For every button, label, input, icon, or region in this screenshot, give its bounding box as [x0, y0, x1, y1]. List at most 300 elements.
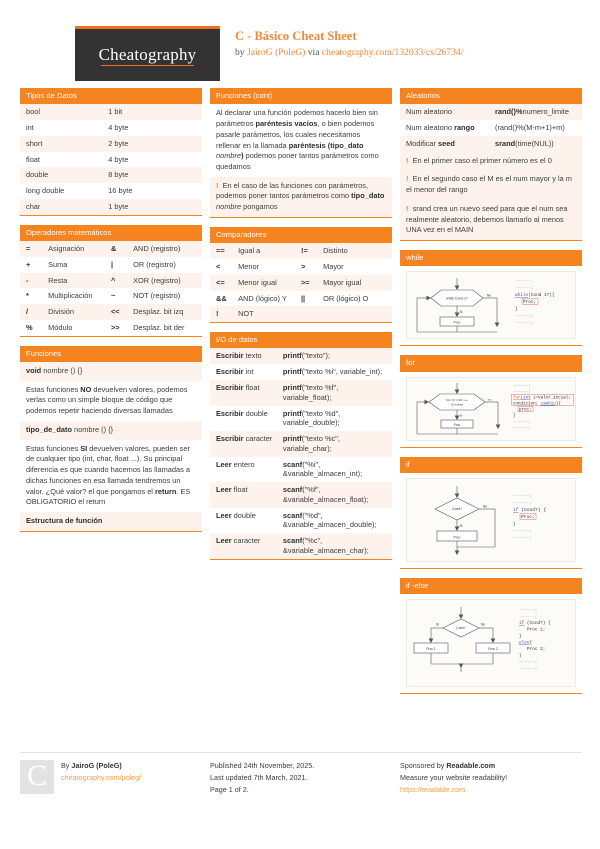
aleatorios-note: [400, 152, 582, 171]
table-row: [210, 508, 392, 534]
table-row: [20, 167, 202, 183]
emphasis-si: SI: [80, 443, 88, 453]
block-title: Aleatorios: [400, 88, 582, 104]
warning-icon: !: [406, 174, 409, 184]
footer-author-url[interactable]: cheatography.com/poleg/: [61, 773, 142, 783]
footer-dates-col: [210, 760, 392, 797]
cell-action: Leer: [216, 536, 232, 546]
cell-label: Num aleatorio: [406, 107, 453, 117]
svg-text:proc;: proc;: [519, 408, 532, 413]
for-diagram-container: [400, 372, 582, 448]
svg-text:}: }: [519, 653, 522, 659]
cell-action-rest: caracter: [231, 536, 261, 546]
block-funciones: [20, 346, 202, 532]
note-text: En el primer caso el primer número es el 0: [412, 155, 552, 165]
cell-op2: >>: [110, 322, 120, 332]
svg-text:Proc;: Proc;: [523, 300, 537, 306]
cell-desc: Resta: [48, 275, 68, 285]
cell-action: Escribir: [216, 434, 244, 444]
if-no-label: No: [483, 504, 488, 509]
ifelse-flowchart-svg: [409, 602, 577, 684]
ifelse-yes-label: Si: [436, 622, 439, 627]
text-part: pongamos: [241, 202, 278, 212]
block-title: while: [400, 250, 582, 266]
svg-text:------;: ------;: [519, 666, 538, 672]
footer-published: Published 24th November, 2025.: [210, 761, 315, 770]
table-row: [210, 380, 392, 406]
cell-desc: Módulo: [48, 322, 73, 332]
page-footer: [20, 760, 582, 797]
for-process-label: Proc: [453, 422, 461, 427]
cell-fn: printf: [282, 434, 302, 444]
cell-size: 8 byte: [108, 170, 129, 180]
block-io-de-datos: [210, 332, 392, 560]
funcion-tipo-description: [20, 440, 202, 512]
cell-desc2: OR (registro): [133, 259, 176, 269]
cell-code: ("texto %i", variable_int);: [301, 367, 383, 377]
table-row: [20, 304, 202, 320]
footer-by-label: By: [61, 761, 72, 770]
cell-fn: printf: [282, 408, 302, 418]
funcion-tipo-signature: [20, 421, 202, 440]
table-row: [210, 406, 392, 432]
block-title: Funciones (cont): [210, 88, 392, 104]
cell-size: 4 byte: [108, 154, 129, 164]
source-link[interactable]: cheatography.com/132033/cs/26734/: [321, 46, 464, 58]
funcion-void-description: [20, 381, 202, 421]
ifelse-code-block: [519, 608, 551, 672]
emphasis-no: NO: [80, 384, 92, 394]
if-yes-label: Si: [459, 524, 463, 529]
cell-op: !: [216, 309, 219, 319]
cell-size: 1 byte: [108, 201, 129, 211]
logo-text: Cheatography: [98, 45, 197, 64]
block-for: [400, 355, 582, 447]
cell-action-rest: entero: [231, 459, 255, 469]
cell-code: ("texto");: [301, 351, 331, 361]
cell-action: Escribir: [216, 408, 244, 418]
cell-label: Modificar: [406, 138, 439, 148]
cell-desc2: XOR (registro): [133, 275, 181, 285]
footer-sponsor-url[interactable]: https://readable.com: [400, 785, 466, 795]
cell-op2: !=: [300, 246, 308, 256]
table-row: [210, 348, 392, 364]
aleatorios-note: [400, 170, 582, 199]
cell-type: long double: [26, 186, 65, 196]
cell-size: 1 bit: [108, 107, 123, 117]
svg-text:------;: ------;: [513, 501, 533, 507]
cell-op2: ^: [110, 275, 116, 285]
cell-op2: ||: [300, 293, 306, 303]
text-part: En el caso de las funciones con parámetros, podemos poner tantos parámetros como: [216, 180, 369, 201]
cell-fn: printf: [282, 367, 302, 377]
footer-sponsor-line: [400, 760, 507, 772]
cell-desc: Igual a: [238, 246, 261, 256]
for-code-block: [511, 384, 573, 430]
table-row: [20, 257, 202, 273]
block-title: I/O de datos: [210, 332, 392, 348]
while-process-label: Proc: [453, 320, 461, 325]
svg-text:------;: ------;: [519, 614, 538, 620]
cell-desc2: NOT (registro): [133, 291, 181, 301]
for-decision-label: for i=0; i<20; i++: [446, 397, 468, 402]
if-decision-label: Cond?: [452, 507, 462, 512]
svg-text:------;: ------;: [513, 420, 531, 425]
if-process-label: Proc: [453, 535, 461, 540]
keyword-void: void: [26, 365, 42, 375]
cell-label: Num aleatorio: [406, 123, 455, 133]
table-row: [210, 457, 392, 483]
footer-author-name: JairoG (PoleG): [71, 761, 122, 770]
cell-op2: ~: [110, 291, 116, 301]
svg-text:}: }: [519, 634, 522, 640]
cell-desc2: [323, 309, 386, 319]
ifelse-diagram-container: [400, 594, 582, 694]
svg-text:while(Cond 1?){: while(Cond 1?){: [515, 293, 555, 299]
cell-label-bold: rango: [454, 123, 475, 133]
block-tipos-de-datos: [20, 88, 202, 216]
table-row: [210, 291, 392, 307]
for-decision-sub: (Si existe): [451, 403, 463, 407]
svg-text:------;: ------;: [513, 426, 531, 431]
cell-op2: >=: [300, 277, 310, 287]
cell-op: +: [26, 259, 31, 269]
table-row: [20, 183, 202, 199]
cell-code: ("texto %f", variable_float);: [282, 383, 339, 402]
svg-text:if (Cond?) {: if (Cond?) {: [513, 508, 547, 514]
page-header: [20, 26, 580, 82]
footer-sponsor-prefix: Sponsored by: [400, 761, 447, 770]
svg-text:condicion; cambio){: condicion; cambio){: [513, 402, 561, 407]
cell-code: (time(NUL)): [515, 138, 554, 148]
cell-action: Escribir: [216, 367, 244, 377]
cell-action: Leer: [216, 485, 232, 495]
page-title: C - Básico Cheat Sheet: [235, 29, 357, 43]
cell-fn: srand: [495, 138, 516, 148]
block-title: if -else: [400, 578, 582, 594]
footer-dates: [210, 760, 314, 797]
svg-text:Proc 1;: Proc 1;: [527, 627, 546, 633]
cell-desc: Menor igual: [238, 277, 277, 287]
cheatography-c-logo: C: [20, 760, 54, 794]
cell-desc2: Mayor igual: [323, 277, 362, 287]
cell-fn: scanf: [282, 459, 303, 469]
block-while: [400, 250, 582, 346]
text-part: , o bien podemos pasarle parámetros, los cuales necesitamos rellenar en la llamada: [216, 119, 375, 150]
cell-desc2: Desplaz. bit izq: [133, 307, 184, 317]
cell-desc: División: [48, 307, 74, 317]
text-part: Estas funciones: [26, 443, 81, 453]
table-row: [210, 431, 392, 457]
cell-op: <: [216, 262, 221, 272]
footer-updated: Last updated 7th March, 2021.: [210, 773, 308, 783]
svg-text:------;: ------;: [513, 384, 531, 389]
cell-code: numero_limite: [522, 107, 569, 117]
table-row: [210, 364, 392, 380]
cell-op2: >: [300, 262, 306, 272]
cheatography-logo[interactable]: [75, 26, 220, 81]
footer-sponsor-name[interactable]: Readable.com: [446, 761, 496, 770]
emphasis-nombre: nombre: [216, 151, 242, 161]
table-row: [400, 104, 582, 120]
emphasis-nombre: nombre: [216, 202, 242, 212]
ifelse-no-label: No: [481, 622, 486, 627]
table-row: [210, 533, 392, 559]
cell-size: 16 byte: [108, 186, 133, 196]
ifelse-diagram: [406, 599, 576, 687]
table-row: [20, 288, 202, 304]
cell-type: double: [26, 170, 49, 180]
estructura-label: Estructura de función: [26, 516, 103, 526]
cell-label-bold: seed: [438, 138, 455, 148]
cell-action-rest: double: [231, 510, 256, 520]
table-row: [20, 152, 202, 168]
text-part: devuelven valores, podemos verlas como un simple bloque de código que podemos repetir haciendo diversas llamadas: [26, 384, 188, 416]
cell-desc2: Mayor: [323, 262, 344, 272]
cell-action: Escribir: [216, 351, 244, 361]
cell-type: char: [26, 201, 41, 211]
aleatorios-note: [400, 200, 582, 240]
cell-desc2: OR (lógico) O: [323, 293, 369, 303]
emphasis-tipo-dato: tipo_dato: [351, 191, 385, 201]
text-part: podemos poner tantos parámetros como quedamos: [216, 151, 379, 172]
cell-op: =: [26, 244, 31, 254]
cell-op2: <<: [110, 307, 120, 317]
block-aleatorios: [400, 88, 582, 241]
if-flowchart-svg: [409, 481, 577, 559]
warning-icon: !: [216, 180, 219, 190]
footer-author-info: [61, 760, 141, 797]
aleatorios-table: [400, 104, 582, 241]
parametros-note: [210, 177, 392, 217]
svg-text:}: }: [515, 307, 518, 313]
funciones-cont-body: [210, 104, 392, 218]
warning-icon: !: [406, 155, 409, 165]
cell-action-rest: double: [243, 408, 268, 418]
parametros-description: [210, 104, 392, 176]
table-row: [20, 241, 202, 257]
block-operadores-matematicos: [20, 225, 202, 337]
tipos-table: [20, 104, 202, 215]
signature-rest: nombre () {}: [41, 365, 83, 375]
cell-code: ("%d", &variable_almacen_double);: [282, 510, 377, 530]
cell-desc: NOT: [238, 309, 254, 319]
table-row: [400, 136, 582, 152]
footer-sponsor: [400, 760, 507, 797]
cell-action-rest: float: [231, 485, 248, 495]
emphasis-parentesis: paréntesis (tipo_dato: [288, 140, 364, 150]
svg-text:------;: ------;: [519, 660, 538, 666]
byline-via: via: [305, 46, 322, 58]
table-row: [20, 273, 202, 289]
footer-by-line: [61, 760, 141, 772]
cell-fn: rand()%: [495, 107, 523, 117]
cell-desc: AND (lógico) Y: [238, 293, 287, 303]
keyword-tipo-dato: tipo_de_dato: [26, 424, 72, 434]
ifelse-process2-label: Proc 2: [488, 647, 498, 652]
svg-text:------;: ------;: [515, 286, 534, 292]
warning-icon: !: [406, 203, 409, 213]
table-row: [210, 306, 392, 322]
cell-action-rest: caracter: [243, 434, 273, 444]
footer-sponsor-tagline: Measure your website readability!: [400, 773, 508, 783]
if-diagram: [406, 478, 576, 562]
for-no-label: no: [488, 397, 492, 402]
block-if: [400, 457, 582, 569]
footer-page-number: Page 1 of 2.: [210, 785, 249, 795]
cell-action-rest: float: [243, 383, 260, 392]
cell-type: float: [26, 154, 40, 164]
note-text: En el segundo caso el M es el num mayor y la m el menor del rango: [406, 174, 572, 195]
cell-action: Leer: [216, 510, 232, 520]
table-row: [20, 104, 202, 120]
block-title: for: [400, 355, 582, 371]
cell-op2: |: [110, 259, 114, 269]
estructura-de-funcion-row: [20, 512, 202, 531]
while-flowchart-svg: [409, 274, 577, 336]
byline-prefix: by: [235, 46, 247, 58]
block-title: Operadores matemáticos: [20, 225, 202, 241]
cell-op2: &: [110, 244, 117, 254]
cell-desc: Asignación: [48, 244, 85, 254]
funciones-body: [20, 362, 202, 532]
while-no-label: No: [487, 293, 492, 298]
emphasis-paren-close: ): [241, 151, 244, 161]
column-3: [400, 88, 582, 703]
cell-code: (rand()%(M-m+1)+m): [495, 123, 565, 133]
cell-size: 2 byte: [108, 138, 129, 148]
operadores-table: [20, 241, 202, 337]
table-row: [400, 120, 582, 136]
text-part: . ES OBLIGATORIO el return: [26, 486, 191, 507]
cell-op: /: [26, 307, 29, 317]
block-title: Funciones: [20, 346, 202, 362]
column-1: [20, 88, 202, 703]
svg-text:------;: ------;: [513, 536, 533, 542]
io-table: [210, 348, 392, 559]
for-diagram: [406, 377, 576, 441]
cell-size: 4 byte: [108, 123, 129, 133]
cell-action-rest: texto: [243, 351, 262, 361]
cell-desc2: AND (registro): [133, 244, 181, 254]
cell-fn: scanf: [282, 510, 303, 520]
svg-text:------;: ------;: [515, 321, 534, 327]
footer-divider: [20, 752, 582, 753]
svg-text:else{: else{: [519, 640, 533, 646]
svg-text:Proc 2;: Proc 2;: [527, 647, 546, 653]
title-block: [235, 30, 463, 58]
svg-text:for(int i=valor_incial;: for(int i=valor_incial;: [513, 396, 571, 401]
cell-op: %: [26, 322, 33, 332]
author-link[interactable]: JairoG (PoleG): [247, 46, 306, 58]
svg-text:------;: ------;: [515, 279, 534, 285]
table-row: [210, 259, 392, 275]
table-row: [20, 120, 202, 136]
cell-fn: scanf: [282, 536, 303, 546]
svg-text:if (Cond?) {: if (Cond?) {: [519, 621, 551, 627]
cell-desc2: Distinto: [323, 246, 348, 256]
cell-desc: Suma: [48, 259, 68, 269]
cell-code: ("texto %d", variable_double);: [282, 408, 341, 428]
block-title: Comparadores: [210, 227, 392, 243]
table-row: [20, 199, 202, 215]
block-comparadores: [210, 227, 392, 323]
cell-action-rest: int: [243, 367, 254, 377]
cell-type: short: [26, 138, 43, 148]
cell-op: &&: [216, 293, 227, 303]
cell-code: ("%i", &variable_almacen_int);: [282, 459, 363, 479]
cell-code: ("texto %c", variable_char);: [282, 434, 340, 453]
cell-fn: printf: [282, 383, 302, 392]
keyword-return: return: [155, 486, 177, 496]
funcion-void-signature: [20, 362, 202, 381]
table-row: [210, 482, 392, 508]
table-row: [210, 243, 392, 259]
block-title: Tipos de Datos: [20, 88, 202, 104]
cell-desc: Menor: [238, 262, 260, 272]
columns-container: [20, 88, 582, 703]
cell-type: int: [26, 123, 34, 133]
svg-text:Proc;: Proc;: [521, 515, 535, 521]
signature-rest: nombre () {}: [72, 424, 114, 434]
text-part: Estas funciones: [26, 384, 81, 394]
cell-desc2: Desplaz. bit der: [133, 322, 185, 332]
cell-action: Escribir: [216, 383, 244, 392]
cell-op: <=: [216, 277, 225, 287]
svg-text:------;: ------;: [519, 608, 538, 614]
block-title: if: [400, 457, 582, 473]
svg-text:------;: ------;: [513, 529, 533, 535]
footer-author-col: [20, 760, 202, 797]
svg-text:------;: ------;: [513, 390, 531, 395]
comparadores-table: [210, 243, 392, 323]
cell-action: Leer: [216, 459, 232, 469]
table-row: [20, 320, 202, 336]
for-flowchart-svg: [409, 380, 577, 438]
cell-op: *: [26, 291, 29, 301]
while-decision-label: while Cond 1?: [446, 296, 468, 301]
cell-code: ("%c", &variable_almacen_char);: [282, 536, 369, 555]
cell-code: ("%f", &variable_almacen_float);: [282, 485, 369, 504]
text-part: devuelven valores, pueden ser de cualquier tipo (int, char, float ...). Su principal diferencia es que cuando hacemos las llamadas a dichas funciones en esa llamada tendremos un valor. ¿Qué valor? el que pongamos el: [26, 443, 190, 496]
block-funciones-cont: [210, 88, 392, 218]
table-row: [20, 136, 202, 152]
cell-type: bool: [26, 107, 40, 117]
while-code-block: [515, 279, 555, 326]
footer-sponsor-col: [400, 760, 582, 797]
ifelse-decision-label: Cond?: [456, 626, 466, 631]
svg-text:------;: ------;: [515, 314, 534, 320]
svg-text:}: }: [513, 414, 516, 419]
ifelse-process1-label: Proc 1: [426, 647, 436, 652]
while-yes-label: Si: [459, 310, 463, 315]
cell-fn: scanf: [282, 485, 303, 495]
if-code-block: [513, 494, 546, 541]
if-diagram-container: [400, 473, 582, 569]
byline: [235, 47, 463, 58]
cell-desc: Multiplicación: [48, 291, 93, 301]
for-yes-label: Si: [459, 413, 463, 418]
cell-op: ==: [216, 246, 225, 256]
emphasis-parentesis-vacios: paréntesis vacíos: [255, 119, 318, 129]
block-if-else: [400, 578, 582, 694]
while-diagram-container: [400, 266, 582, 346]
text-part: Al declarar una función podemos hacerlo bien sin parámetros: [216, 108, 378, 129]
table-row: [210, 275, 392, 291]
column-2: [210, 88, 392, 703]
cell-op: -: [26, 275, 29, 285]
while-diagram: [406, 271, 576, 339]
